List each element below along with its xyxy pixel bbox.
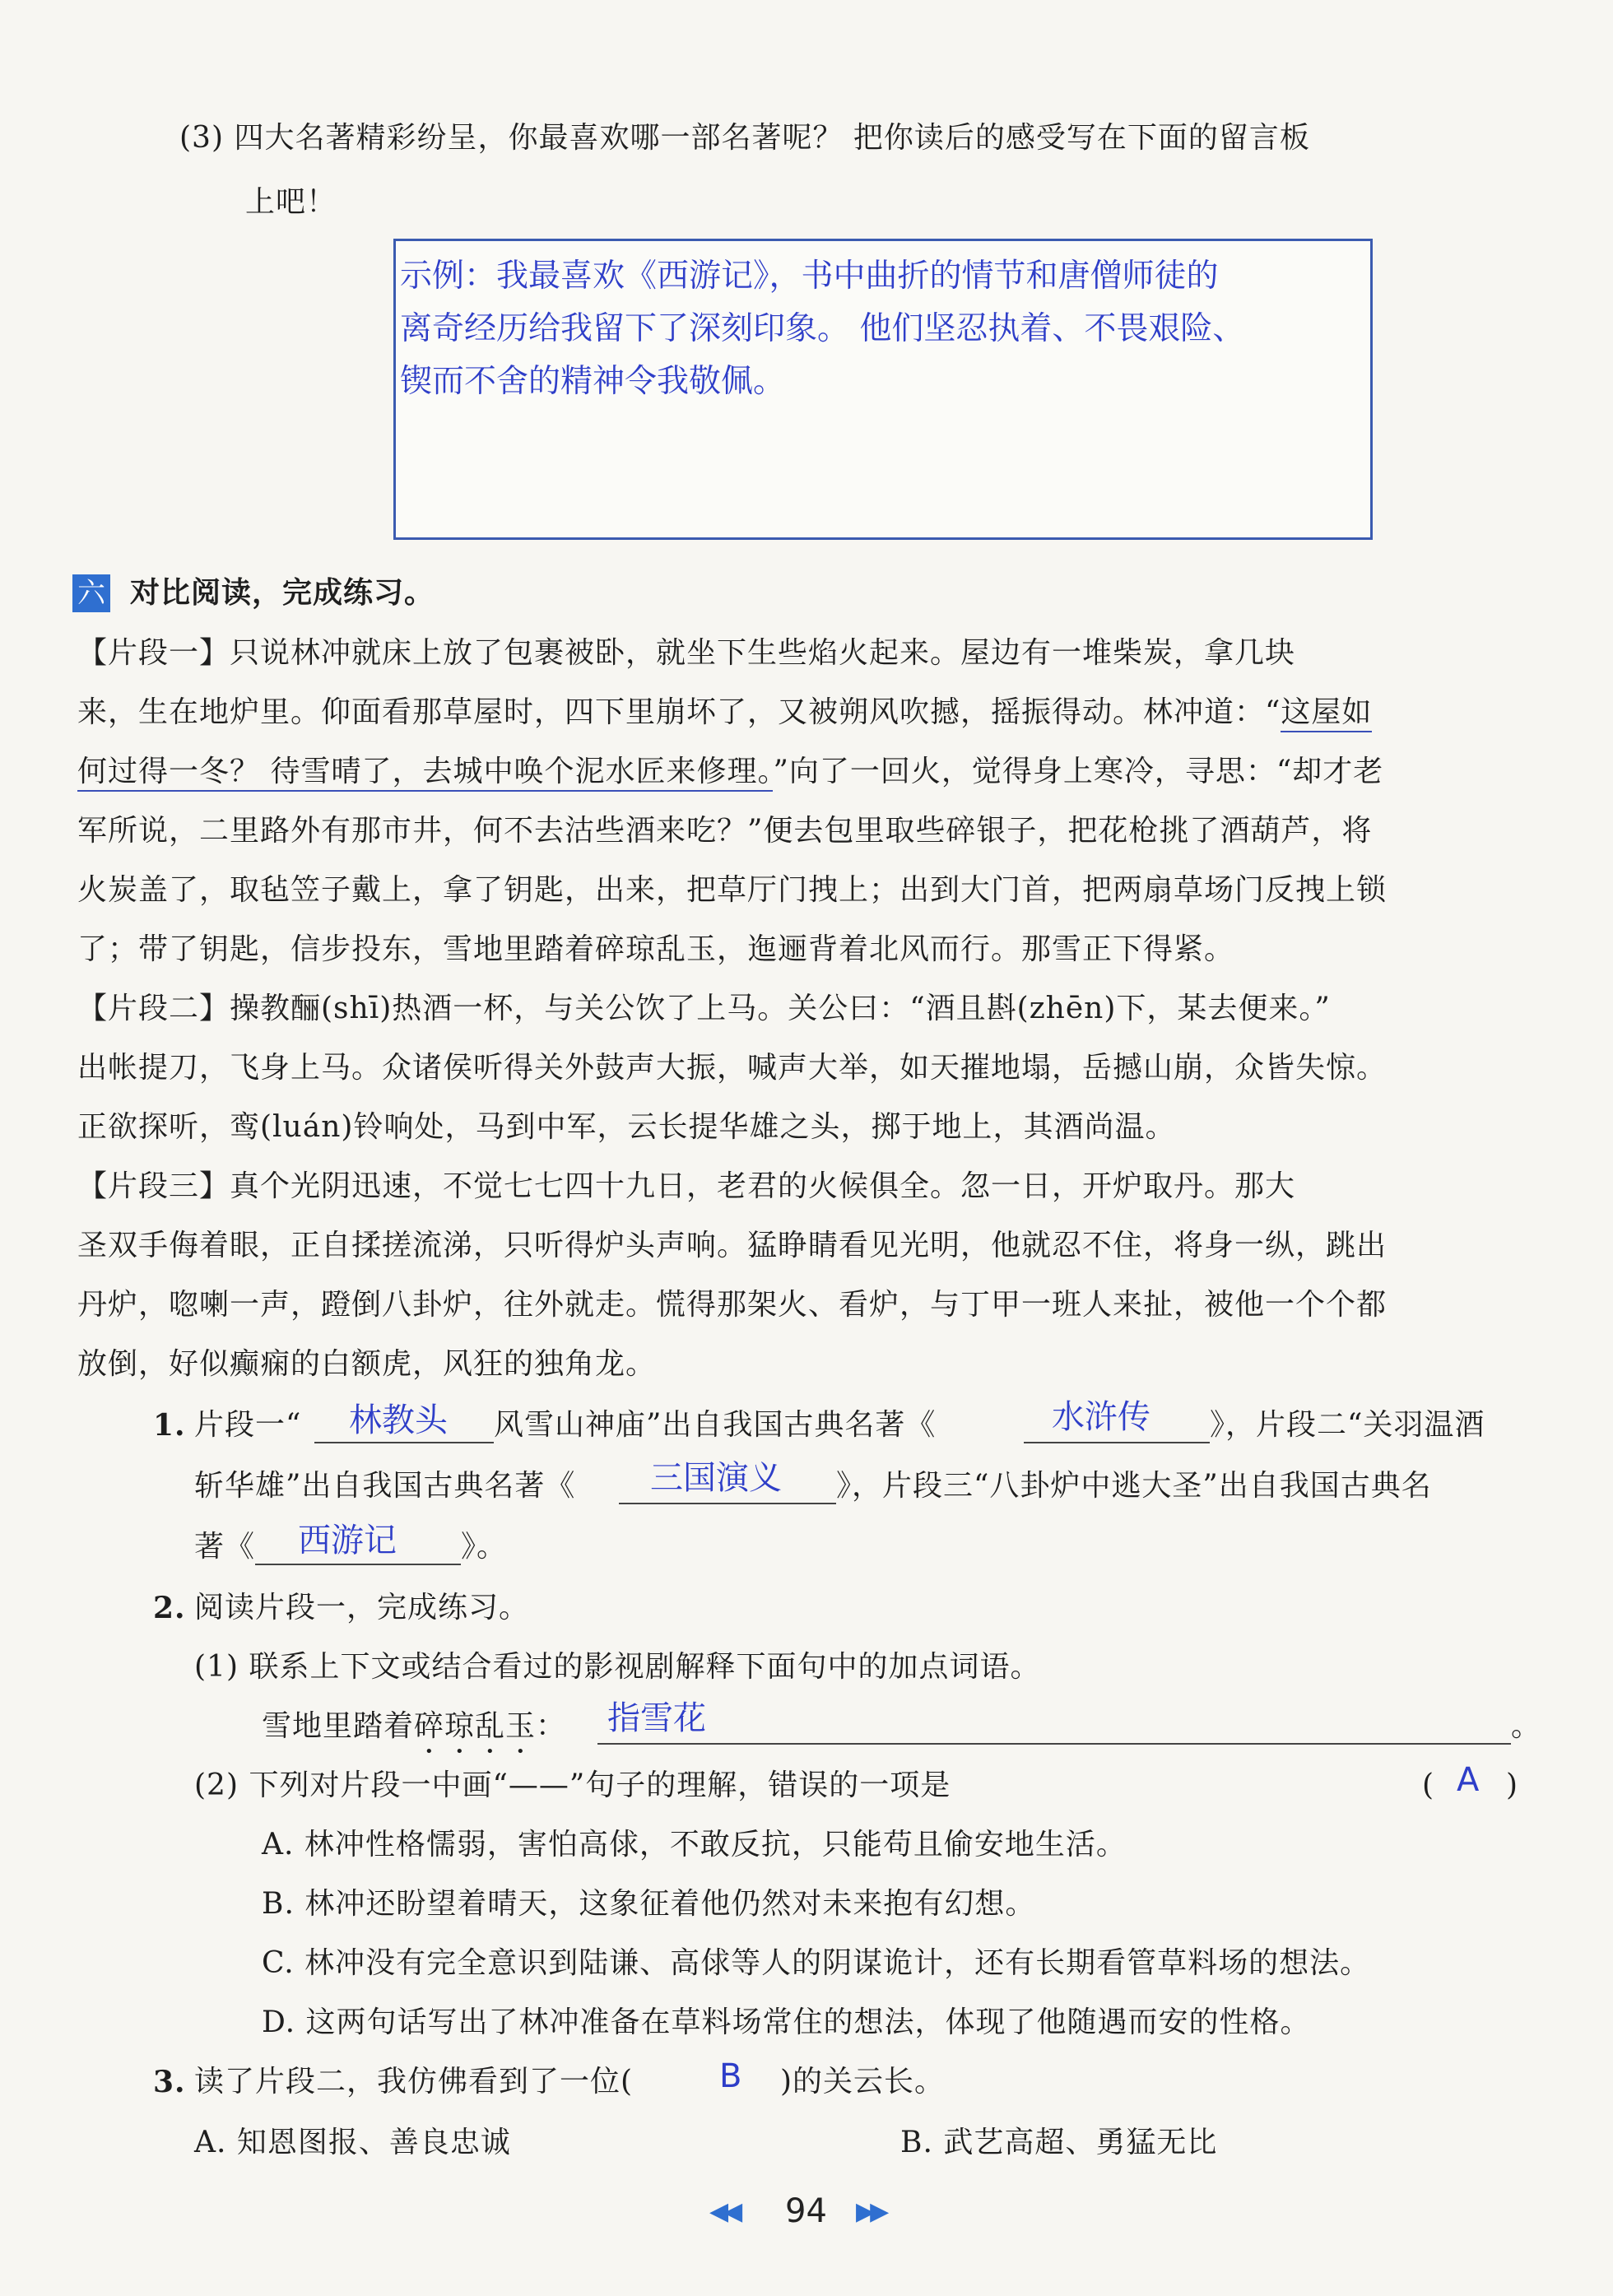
message-board-answer [400, 250, 1244, 408]
section-badge: 六 [72, 574, 110, 612]
q1-answer-4: 西游记 [298, 1522, 397, 1559]
q2-paren-close: ) [1506, 1768, 1519, 1802]
q2-option-d: D. 这两句话写出了林冲准备在草料场常住的想法，体现了他随遇而安的性格。 [262, 2006, 1311, 2039]
q1-prefix: 片段一“ [194, 1408, 302, 1442]
passage1-line6: 了；带了钥匙，信步投东，雪地里踏着碎琼乱玉，迤逦背着北风而行。那雪正下得紧。 [77, 932, 1235, 966]
q1-number: 1. [153, 1408, 186, 1443]
dotted-words: 碎琼乱玉 [414, 1709, 537, 1743]
underlined-sentence-part1: 这屋如 [1281, 695, 1372, 732]
q1-answer-1: 林教头 [349, 1401, 448, 1439]
q2-number: 2. [153, 1591, 186, 1625]
q1-text-5: 》，片段三“八卦炉中逃大圣”出自我国古典名 [836, 1469, 1432, 1503]
q1-text-6: 著《 [194, 1530, 256, 1564]
q2-option-b: B. 林冲还盼望着晴天，这象征着他仍然对未来抱有幻想。 [262, 1887, 1036, 1921]
q2-sub2: (2) 下列对片段一中画“——”句子的理解，错误的一项是 [194, 1768, 951, 1802]
q1-answer-3: 三国演义 [650, 1459, 782, 1497]
q3b-option-b: B. 武艺高超、勇猛无比 [900, 2126, 1218, 2159]
q3b-answer: B [719, 2057, 742, 2095]
section-title: 对比阅读，完成练习。 [130, 576, 435, 610]
q2-sentence: 雪地里踏着碎琼乱玉： [262, 1709, 567, 1743]
q3b-text-b: )的关云长。 [780, 2065, 946, 2098]
q2-title: 阅读片段一，完成练习。 [194, 1591, 530, 1624]
q1-text-3: 》，片段二“关羽温酒 [1210, 1408, 1485, 1442]
q2-sub1: (1) 联系上下文或结合看过的影视剧解释下面句中的加点词语。 [194, 1650, 1041, 1684]
passage3-line1: 【片段三】真个光阴迅速，不觉七七四十九日，老君的火候俱全。忽一日，开炉取丹。那大 [77, 1169, 1296, 1203]
q1-text-4: 斩华雄”出自我国古典名著《 [194, 1469, 576, 1503]
q2-paren-open: ( [1422, 1768, 1435, 1802]
q2-answer: 指雪花 [607, 1699, 706, 1737]
passage1-line4: 军所说，二里路外有那市井，何不去沽些酒来吃？”便去包里取些碎银子，把花枪挑了酒葫芦，将 [77, 814, 1373, 848]
q1-text-7: 》。 [461, 1530, 508, 1564]
passage3-line4: 放倒，好似癫痫的白额虎，风狂的独角龙。 [77, 1347, 657, 1381]
passage2-line1: 【片段二】操教酾(shī)热酒一杯，与关公饮了上马。关公曰：“酒且斟(zhēn)下，某去便来。” [77, 992, 1331, 1025]
q3b-number: 3. [153, 2065, 186, 2099]
q2-choice-answer: A [1457, 1761, 1480, 1799]
prev-page-arrows-icon[interactable]: ◀◀ [709, 2197, 738, 2226]
q2-option-a: A. 林冲性格懦弱，害怕高俅，不敢反抗，只能苟且偷安地生活。 [262, 1828, 1127, 1861]
q3-line2: 上吧！ [245, 185, 337, 219]
passage3-line3: 丹炉，唿喇一声，蹬倒八卦炉，往外就走。慌得那架火、看炉，与丁甲一班人来扯，被他一个个都 [77, 1288, 1388, 1322]
q1-text-2: 风雪山神庙”出自我国古典名著《 [494, 1408, 937, 1442]
passage1-line2: 来，生在地炉里。仰面看那草屋时，四下里崩坏了，又被朔风吹撼，摇振得动。林冲道：“这屋如 [77, 693, 1372, 732]
q3b-text-a: 读了片段二，我仿佛看到了一位( [194, 2065, 634, 2098]
answer-line-2: 离奇经历给我留下了深刻印象。 他们坚忍执着、不畏艰险、 [400, 310, 1245, 347]
passage3-line2: 圣双手侮着眼，正自揉搓流涕，只听得炉头声响。猛睁睛看见光明，他就忍不住，将身一纵，跳出 [77, 1229, 1388, 1262]
answer-line-1: 示例：我最喜欢《西游记》，书中曲折的情节和唐僧师徒的 [400, 258, 1219, 295]
passage1-line1: 【片段一】只说林冲就床上放了包裹被卧，就坐下生些焰火起来。屋边有一堆柴炭，拿几块 [77, 636, 1296, 670]
next-page-arrows-icon[interactable]: ▶▶ [856, 2197, 885, 2226]
passage2-line2: 出帐提刀，飞身上马。众诸侯听得关外鼓声大振，喊声大举，如天摧地塌，岳撼山崩，众皆失惊。 [77, 1051, 1388, 1085]
passage1-line5: 火炭盖了，取毡笠子戴上，拿了钥匙，出来，把草厅门拽上；出到大门首，把两扇草场门反拽上锁 [77, 873, 1388, 907]
q1-answer-2: 水浒传 [1052, 1398, 1150, 1436]
q1-blank-3[interactable] [619, 1503, 836, 1504]
q3b-option-a: A. 知恩图报、善良忠诚 [194, 2126, 511, 2159]
page-number: 94 [785, 2192, 827, 2230]
answer-line-3: 锲而不舍的精神令我敬佩。 [400, 363, 786, 400]
passage2-line3: 正欲探听，鸾(luán)铃响处，马到中军，云长提华雄之头，掷于地上，其酒尚温。 [77, 1110, 1176, 1144]
q1-blank-2[interactable] [1024, 1442, 1210, 1443]
passage1-line3: 何过得一冬？ 待雪晴了，去城中唤个泥水匠来修理。”向了一回火，觉得身上寒冷，寻思：“却才老 [77, 752, 1383, 792]
q2-option-c: C. 林冲没有完全意识到陆谦、高俅等人的阴谋诡计，还有长期看管草料场的想法。 [262, 1946, 1371, 1980]
q3-line1: (3) 四大名著精彩纷呈，你最喜欢哪一部名著呢？ 把你读后的感受写在下面的留言板 [179, 121, 1310, 155]
underlined-sentence-part2: 何过得一冬？ 待雪晴了，去城中唤个泥水匠来修理。 [77, 755, 773, 792]
q2-answer-blank[interactable] [597, 1743, 1511, 1745]
q1-blank-1[interactable] [314, 1442, 494, 1443]
q1-blank-4[interactable] [255, 1564, 461, 1565]
q2-end-mark: 。 [1511, 1709, 1542, 1743]
